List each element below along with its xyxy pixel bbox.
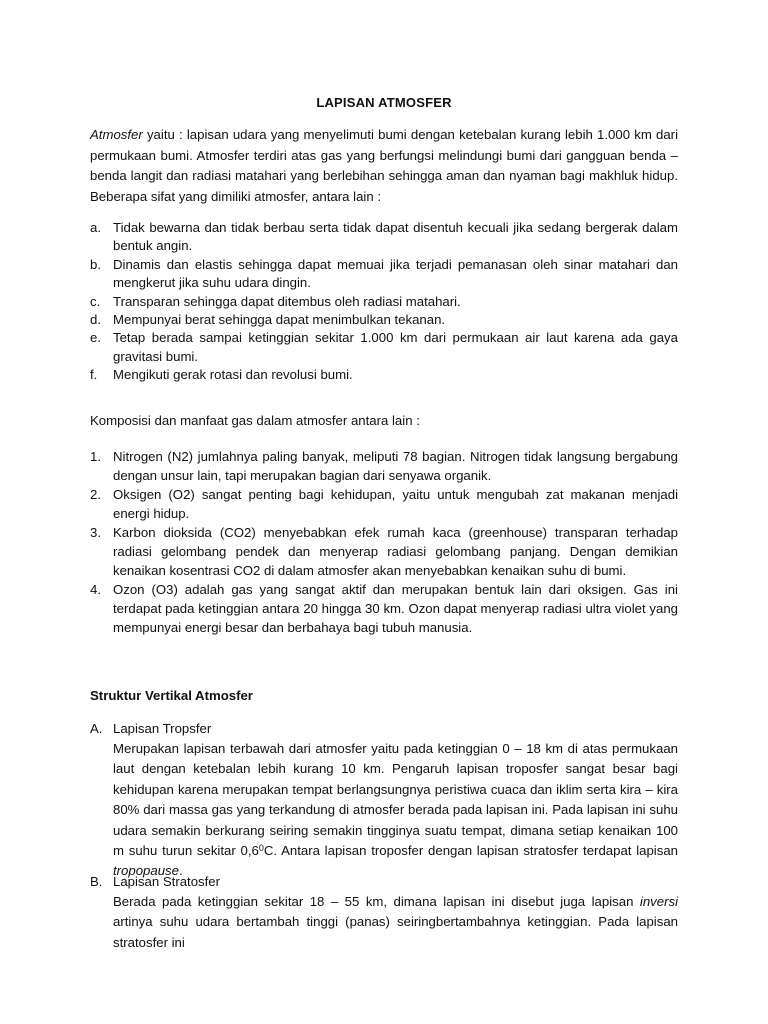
intro-term: Atmosfer — [90, 127, 143, 142]
list-item — [90, 447, 678, 485]
page-title: LAPISAN ATMOSFER — [316, 95, 452, 110]
section-body — [113, 892, 678, 953]
section-text: artinya suhu udara bertambah tinggi (panas) seiringbertambahnya ketinggian. Pada lapisan stratosfer ini — [113, 914, 678, 950]
section-text: Berada pada ketinggian sekitar 18 – 55 km, dimana lapisan ini disebut juga lapisan — [113, 894, 640, 909]
list-item — [90, 485, 678, 523]
section-heading — [90, 719, 678, 739]
komposisi-list — [90, 447, 678, 637]
list-marker: a. — [90, 220, 101, 235]
intro-paragraph — [90, 125, 678, 207]
section-stratosfer — [90, 872, 678, 953]
list-text: Transparan sehingga dapat ditembus oleh radiasi matahari. — [113, 293, 461, 309]
section-troposfer — [90, 719, 678, 882]
list-text: Karbon dioksida (CO2) menyebabkan efek rumah kaca (greenhouse) transparan terhadap radiasi gelombang pendek dan menyerap radiasi gelombang panjang. Dengan demikian kenaikan kosentrasi CO2 di dalam atmosfer akan menyebabkan kenaikan suhu di bumi. — [113, 525, 678, 578]
list-marker: 3. — [90, 525, 101, 540]
list-text: Mengikuti gerak rotasi dan revolusi bumi. — [113, 367, 353, 383]
list-marker: 2. — [90, 487, 101, 502]
list-item — [90, 329, 678, 366]
list-text: Nitrogen (N2) jumlahnya paling banyak, meliputi 78 bagian. Nitrogen tidak langsung bergabung dengan unsur lain, tapi merupakan bagian dari senyawa organik. — [113, 449, 678, 483]
list-text: Oksigen (O2) sangat penting bagi kehidupan, yaitu untuk mengubah zat makanan menjadi energi hidup. — [113, 487, 678, 521]
list-marker: e. — [90, 330, 101, 346]
list-marker: 1. — [90, 449, 101, 464]
sifat-list — [90, 219, 678, 385]
section-marker: A. — [90, 721, 103, 736]
list-marker: d. — [90, 312, 101, 328]
section-title: Lapisan Tropsfer — [113, 721, 212, 736]
list-text: Dinamis dan elastis sehingga dapat memuai jika terjadi pemanasan oleh sinar matahari dan mengkerut jika suhu udara dingin. — [113, 256, 678, 291]
list-text: Tetap berada sampai ketinggian sekitar 1.000 km dari permukaan air laut karena ada gaya gravitasi bumi. — [113, 330, 678, 364]
list-text: Ozon (O3) adalah gas yang sangat aktif dan merupakan bentuk lain dari oksigen. Gas ini terdapat pada ketinggian antara 20 hingga 30 km. Ozon dapat menyerap radiasi ultra violet yang mempunyai energi besar dan berbahaya bagi tubuh manusia. — [113, 582, 678, 635]
list-item — [90, 311, 678, 329]
list-marker: b. — [90, 256, 101, 272]
section-text: C. Antara lapisan troposfer dengan lapisan stratosfer terdapat lapisan — [263, 843, 678, 859]
list-item — [90, 580, 678, 637]
section-text: . — [179, 863, 183, 879]
list-text: Mempunyai berat sehingga dapat menimbulkan tekanan. — [113, 312, 446, 328]
section-heading — [90, 872, 678, 892]
section-text: Merupakan lapisan terbawah dari atmosfer yaitu pada ketinggian 0 – 18 km di atas permukaan laut dengan ketebalan lebih kurang 10 km. Pengaruh lapisan troposfer sangat besar bagi kehidupan karena merupakan tempat berlangsungnya peristiwa cuaca dan iklim serta kira – kira 80% dari massa gas yang terkandung di atmosfer berada pada lapisan ini. Pada lapisan ini suhu udara semakin berkurang seiring semakin tingginya suatu tempat, dimana setiap kenaikan 100 m suhu turun sekitar 0,6 — [113, 741, 678, 859]
section-body — [113, 739, 678, 882]
list-marker: 4. — [90, 582, 101, 597]
list-item — [90, 523, 678, 580]
list-item — [90, 219, 678, 256]
section-title: Lapisan Stratosfer — [113, 874, 221, 889]
komposisi-heading: Komposisi dan manfaat gas dalam atmosfer antara lain : — [90, 413, 420, 428]
list-text: Tidak bewarna dan tidak berbau serta tidak dapat disentuh kecuali jika sedang bergerak dalam bentuk angin. — [113, 220, 678, 254]
degree-superscript: 0 — [258, 843, 264, 854]
intro-text: yaitu : lapisan udara yang menyelimuti bumi dengan ketebalan kurang lebih 1.000 km dari permukaan bumi. Atmosfer terdiri atas gas yang berfungsi melindungi bumi dari gangguan benda – benda langit dan radiasi matahari yang berlebihan sehingga aman dan nyaman bagi makhluk hidup. Beberapa sifat yang dimiliki atmosfer, antara lain : — [90, 127, 678, 204]
list-item — [90, 293, 678, 311]
list-marker: c. — [90, 293, 101, 309]
section-marker: B. — [90, 874, 103, 889]
list-item — [90, 256, 678, 293]
list-item — [90, 366, 678, 384]
struktur-heading: Struktur Vertikal Atmosfer — [90, 688, 253, 703]
section-term: tropopause — [113, 863, 179, 879]
section-term: inversi — [639, 894, 678, 909]
list-marker: f. — [90, 367, 98, 383]
